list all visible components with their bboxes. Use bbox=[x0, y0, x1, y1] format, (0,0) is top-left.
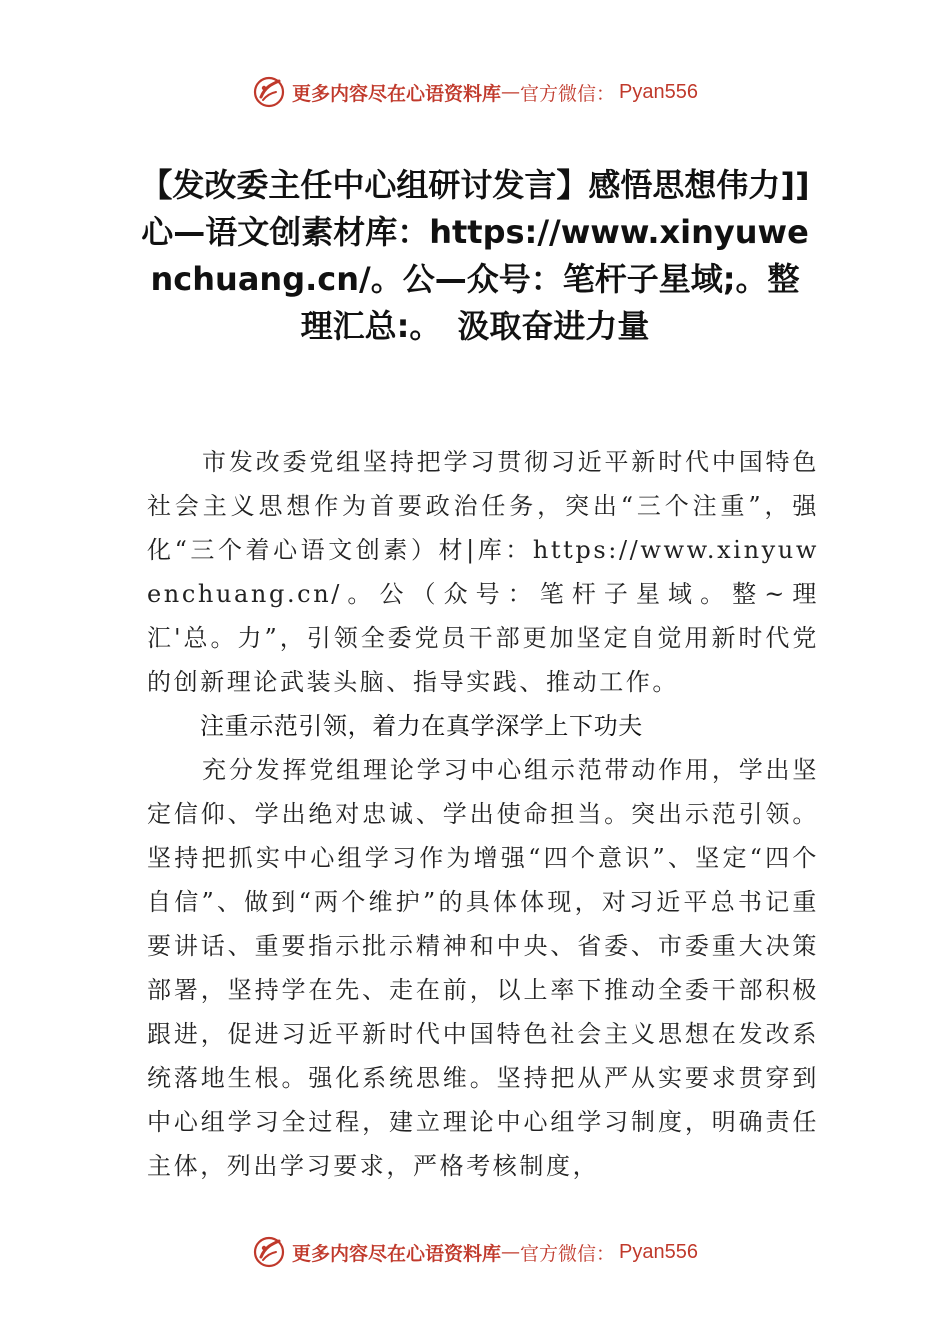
banner-wechat-id: Pyan556 bbox=[619, 80, 698, 103]
header-banner bbox=[0, 72, 950, 112]
banner-site-name: 更多内容尽在心语资料库 bbox=[292, 1242, 502, 1265]
document-title: 【发改委主任中心组研讨发言】感悟思想伟力]]心—语文创素材库：https://www.xinyuwenchuang.cn/。公—众号：笔杆子星域;。整理汇总:。 汲取奋进力量 bbox=[140, 166, 810, 345]
banner-site-name: 更多内容尽在心语资料库 bbox=[292, 82, 502, 105]
body-paragraph: 市发改委党组坚持把学习贯彻习近平新时代中国特色社会主义思想作为首要政治任务，突出“三个注重”，强化“三个着心语文创素）材|库：https://www.xinyuwenchuang.cn/。公（众号：笔杆子星域。整~理汇'总。力”，引领全委党员干部更加坚定自觉用新时代党的创新理论武装头脑、指导实践、推动工作。 bbox=[147, 448, 819, 696]
banner-separator: — bbox=[501, 1241, 521, 1263]
banner-separator: — bbox=[501, 81, 521, 103]
banner-wechat-label: 官方微信： bbox=[520, 1242, 616, 1265]
banner-wechat-id: Pyan556 bbox=[619, 1240, 698, 1263]
brush-circle-icon bbox=[252, 75, 286, 109]
brush-circle-icon bbox=[252, 1235, 286, 1269]
body-paragraph: 充分发挥党组理论学习中心组示范带动作用，学出坚定信仰、学出绝对忠诚、学出使命担当。突出示范引领。坚持把抓实中心组学习作为增强“四个意识”、坚定“四个自信”、做到“两个维护”的具体体现，对习近平总书记重要讲话、重要指示批示精神和中央、省委、市委重大决策部署，坚持学在先、走在前，以上率下推动全委干部积极跟进，促进习近平新时代中国特色社会主义思想在发改系统落地生根。强化系统思维。坚持把从严从实要求贯穿到中心组学习全过程，建立理论中心组学习制度，明确责任主体，列出学习要求，严格考核制度， bbox=[147, 756, 819, 1180]
document-body bbox=[147, 440, 819, 1188]
section-heading: 注重示范引领，着力在真学深学上下功夫 bbox=[200, 712, 643, 740]
banner-wechat-label: 官方微信： bbox=[520, 82, 616, 105]
footer-banner bbox=[0, 1232, 950, 1272]
